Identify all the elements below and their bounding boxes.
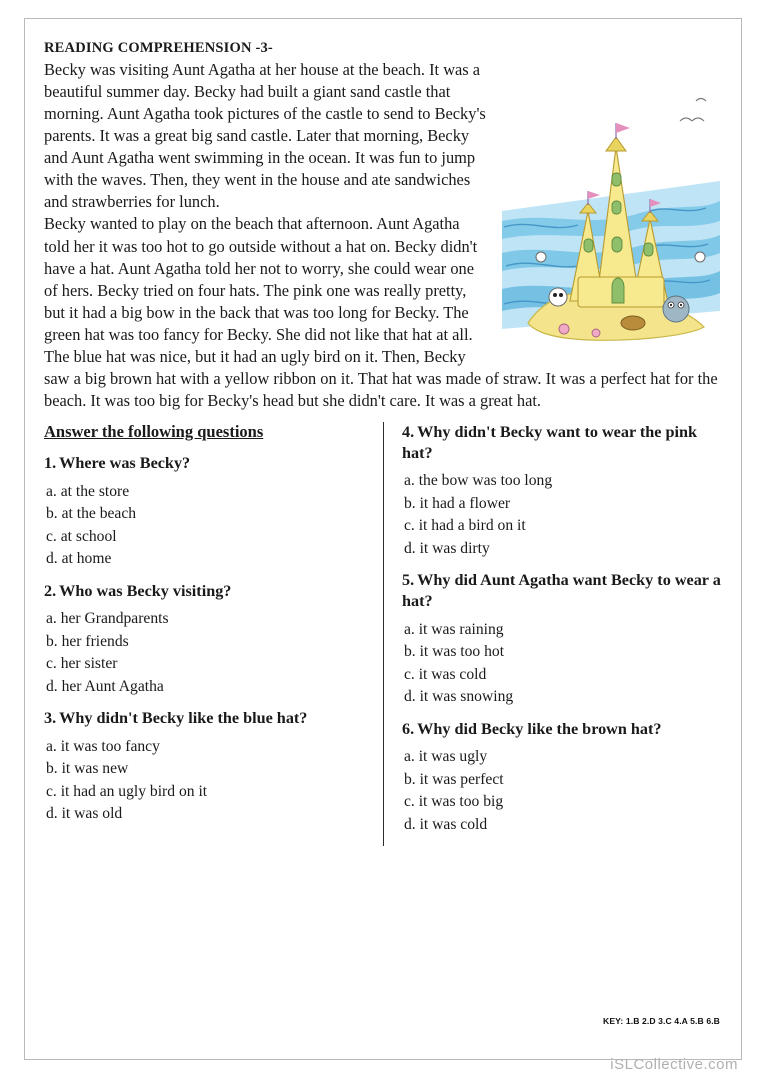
- question-2-choices: [44, 608, 367, 698]
- choice-1d[interactable]: d. at home: [46, 550, 112, 568]
- question-2-number: 2.: [44, 581, 57, 600]
- question-5-number: 5.: [402, 571, 415, 590]
- answer-heading: Answer the following questions: [44, 422, 264, 441]
- questions-column-left: [44, 422, 384, 846]
- page-title: READING COMPREHENSION -3-: [44, 40, 273, 56]
- question-4-choices: [402, 470, 722, 560]
- choice-6a[interactable]: a. it was ugly: [404, 748, 488, 766]
- question-3-choices: [44, 736, 367, 826]
- question-4-number: 4.: [402, 423, 415, 441]
- choice-2a[interactable]: a. her Grandparents: [46, 610, 169, 628]
- choice-5a[interactable]: a. it was raining: [404, 620, 504, 638]
- watermark: iSLCollective.com: [610, 1056, 738, 1073]
- story-paragraph-2: Becky wanted to play on the beach that afternoon. Aunt Agatha told her it was too hot to go outside without a hat on. Becky didn't have a hat. Aunt Agatha told her not to worry, she could wear one of hers. Becky tried on four hats. The pink one was really pretty, but it had a big bow in the back that was too long for Becky. The green hat was too fancy for Becky. She did not like that hat at all. The blue hat was nice, but it had an ugly bird on it. Then, Becky saw a big brown hat with a yellow ribbon on it. That hat was made of straw. It was a perfect hat for the beach. It was too big for Becky's head but she didn't care. It was a great hat.: [44, 214, 718, 410]
- question-3-number: 3.: [44, 709, 57, 728]
- question-3-text: Why didn't Becky like the blue hat?: [59, 709, 308, 728]
- question-6-text: Why did Becky like the brown hat?: [417, 719, 662, 738]
- choice-1a[interactable]: a. at the store: [46, 482, 130, 500]
- choice-1b[interactable]: b. at the beach: [46, 505, 137, 523]
- question-5-text: Why did Aunt Agatha want Becky to wear a hat?: [402, 571, 721, 611]
- question-2-text: Who was Becky visiting?: [59, 581, 232, 600]
- choice-3c[interactable]: c. it had an ugly bird on it: [46, 782, 208, 800]
- story-section: [44, 59, 722, 412]
- question-4-text: Why didn't Becky want to wear the pink hat?: [402, 423, 698, 462]
- illustration-svg: [500, 61, 722, 348]
- choice-1c[interactable]: c. at school: [46, 527, 117, 545]
- question-block-4: [402, 422, 722, 560]
- choice-5b[interactable]: b. it was too hot: [404, 643, 505, 661]
- choice-4c[interactable]: c. it had a bird on it: [404, 517, 526, 535]
- question-6-number: 6.: [402, 719, 415, 738]
- choice-6d[interactable]: d. it was cold: [404, 815, 488, 833]
- choice-5c[interactable]: c. it was cold: [404, 665, 487, 683]
- question-6: [402, 719, 722, 740]
- choice-3a[interactable]: a. it was too fancy: [46, 737, 160, 755]
- choice-2c[interactable]: c. her sister: [46, 655, 118, 673]
- choice-2b[interactable]: b. her friends: [46, 632, 129, 650]
- choice-6b[interactable]: b. it was perfect: [404, 770, 504, 788]
- choice-4b[interactable]: b. it had a flower: [404, 494, 511, 512]
- sand-castle-beach-illustration: [500, 61, 722, 348]
- choice-4a[interactable]: a. the bow was too long: [404, 472, 553, 490]
- questions-column-right: [384, 422, 722, 846]
- question-1-choices: [44, 481, 367, 571]
- choice-3b[interactable]: b. it was new: [46, 760, 129, 778]
- question-2: [44, 581, 367, 602]
- question-6-choices: [402, 746, 722, 836]
- choice-6c[interactable]: c. it was too big: [404, 793, 504, 811]
- question-1-text: Where was Becky?: [59, 454, 191, 472]
- answer-key: KEY: 1.B 2.D 3.C 4.A 5.B 6.B: [603, 1016, 720, 1026]
- question-4: [402, 422, 722, 463]
- question-5: [402, 570, 722, 611]
- question-5-choices: [402, 619, 722, 709]
- choice-4d[interactable]: d. it was dirty: [404, 539, 490, 557]
- question-block-1: [44, 453, 367, 571]
- choice-3d[interactable]: d. it was old: [46, 805, 123, 823]
- questions-columns: [44, 422, 722, 846]
- question-block-6: [402, 719, 722, 837]
- question-block-2: [44, 581, 367, 699]
- choice-2d[interactable]: d. her Aunt Agatha: [46, 677, 164, 695]
- choice-5d[interactable]: d. it was snowing: [404, 688, 514, 706]
- question-1: [44, 453, 367, 474]
- question-1-number: 1.: [44, 454, 57, 472]
- question-3: [44, 708, 367, 729]
- question-block-3: [44, 708, 367, 826]
- story-paragraph-1: Becky was visiting Aunt Agatha at her house at the beach. It was a beautiful summer day. Becky had built a giant sand castle that morning. Aunt Agatha took pictures of the castle to send to Becky's parents. It was a great big sand castle. Later that morning, Becky and Aunt Agatha went swimming in the ocean. It was fun to jump with the waves. Then, they went in the house and ate sandwiches and strawberries for lunch.: [44, 60, 486, 212]
- question-block-5: [402, 570, 722, 708]
- worksheet-content: [44, 40, 722, 846]
